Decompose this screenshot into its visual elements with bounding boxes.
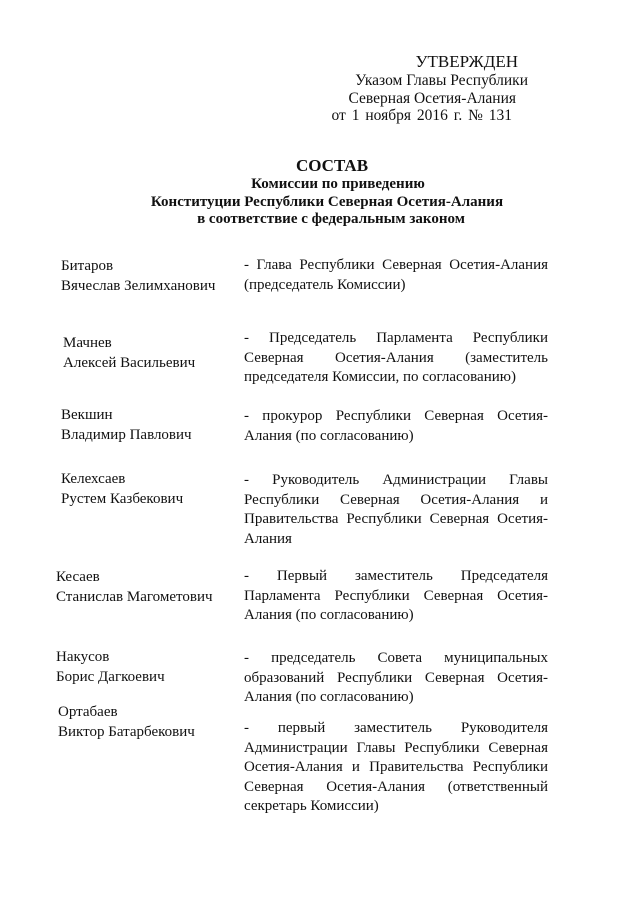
member-role: - Глава Республики Северная Осетия-Алания (председатель Комиссии) <box>244 257 548 293</box>
approval-region-line: Северная Осетия-Алания <box>348 89 516 107</box>
member-role: - Первый заместитель Председателя Парламента Республики Северная Осетия-Алания (по согласованию) <box>244 568 548 623</box>
member-name <box>61 469 183 509</box>
member-given-name: Рустем Казбекович <box>61 491 184 507</box>
heading-line-3: в соответствие с федеральным законом <box>197 211 465 227</box>
member-name <box>58 702 195 742</box>
member-given-name: Виктор Батарбекович <box>58 724 195 740</box>
member-role: - Председатель Парламента Республики Северная Осетия-Алания (заместитель председателя Комиссии, по согласованию) <box>244 330 548 385</box>
member-surname: Кесаев <box>56 569 100 585</box>
member-given-name: Станислав Магометович <box>56 589 213 605</box>
heading-title: СОСТАВ <box>295 156 369 175</box>
heading-line-1: Комиссии по приведению <box>251 176 425 192</box>
member-name <box>63 333 195 373</box>
member-role: - прокурор Республики Северная Осетия-Алания (по согласованию) <box>244 408 548 444</box>
member-name <box>56 647 165 687</box>
document-heading <box>0 156 640 229</box>
member-surname: Битаров <box>61 258 114 274</box>
member-surname: Накусов <box>56 649 110 665</box>
member-surname: Векшин <box>61 407 113 423</box>
approval-title: УТВЕРЖДЕН <box>415 52 518 71</box>
member-given-name: Вячеслав Зелимханович <box>61 278 216 294</box>
approval-date-number-line: от 1 ноября 2016 г. № 131 <box>331 107 512 124</box>
approval-decree-line: Указом Главы Республики <box>355 72 528 89</box>
approval-block <box>332 52 529 125</box>
member-given-name: Борис Дагкоевич <box>56 669 165 685</box>
member-surname: Мачнев <box>63 335 112 351</box>
member-name <box>61 405 192 445</box>
member-role: - председатель Совета муниципальных образований Республики Северная Осетия-Алания (по согласованию) <box>244 650 548 705</box>
heading-line-2: Конституции Республики Северная Осетия-Алания <box>150 193 504 210</box>
member-name <box>61 256 215 296</box>
member-surname: Ортабаев <box>58 704 118 720</box>
member-given-name: Владимир Павлович <box>61 427 192 443</box>
member-surname: Келехсаев <box>61 471 126 487</box>
member-role: - первый заместитель Руководителя Администрации Главы Республики Северная Осетия-Алания и Правительства Республики Северная Осетия-Алания (ответственный секретарь Комиссии) <box>244 720 548 814</box>
member-role: - Руководитель Администрации Главы Республики Северная Осетия-Алания и Правительства Республики Северная Осетия-Алания <box>244 472 548 547</box>
member-given-name: Алексей Васильевич <box>63 355 196 371</box>
member-name <box>56 567 213 607</box>
